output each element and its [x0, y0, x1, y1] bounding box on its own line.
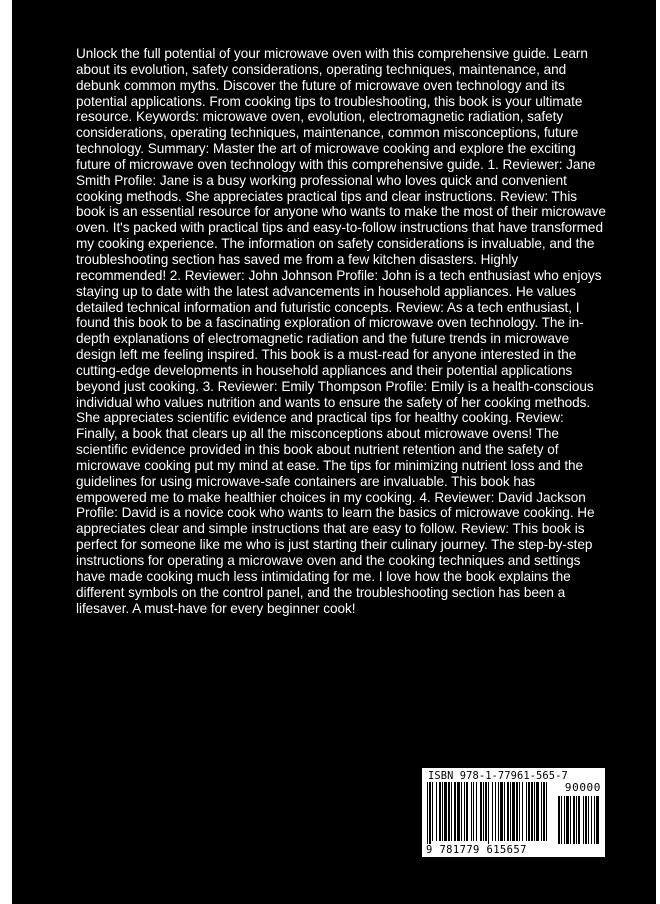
- isbn-barcode: [422, 768, 605, 857]
- barcode-addon-bar: [591, 796, 592, 844]
- barcode-bar: [504, 782, 505, 841]
- barcode-bar: [466, 782, 468, 841]
- barcode-bar: [519, 782, 520, 841]
- barcode-addon-bar: [594, 796, 595, 844]
- barcode-bar: [500, 782, 503, 841]
- barcode-bar: [480, 782, 482, 841]
- barcode-bar: [461, 782, 462, 841]
- barcode-bar: [471, 782, 472, 841]
- barcode-bar: [429, 782, 431, 844]
- barcode-bar: [457, 782, 460, 841]
- back-cover-blurb: Unlock the full potential of your microwave oven with this comprehensive guide. Learn about its evolution, safety considerations, operating techniques, maintenance, and debunk common myths. Discover the future of microwave oven technology and its potential applications. From cooking tips to troubleshooting, this book is your ultimate resource. Keywords: microwave oven, evolution, electromagnetic radiation, safety considerations, operating techniques, maintenance, common misconceptions, future technology. Summary: Master the art of microwave cooking and explore the exciting future of microwave oven technology with this comprehensive guide. 1. Reviewer: Jane Smith Profile: Jane is a busy working professional who loves quick and convenient cooking methods. She appreciates practical tips and clear instructions. Review: This book is an essential resource for anyone who wants to make the most of their microwave oven. It's packed with practical tips and easy-to-follow instructions that have transformed my cooking experience. The information on safety considerations is invaluable, and the troubleshooting section has saved me from a few kitchen disasters. Highly recommended! 2. Reviewer: John Johnson Profile: John is a tech enthusiast who enjoys staying up to date with the latest advancements in household appliances. He values detailed technical information and futuristic concepts. Review: As a tech enthusiast, I found this book to be a fascinating exploration of microwave oven technology. The in-depth explanations of electromagnetic radiation and the future trends in microwave design left me feeling inspired. This book is a must-read for anyone interested in the cutting-edge developments in household appliances and their potential applications beyond just cooking. 3. Reviewer: Emily Thompson Profile: Emily is a health-conscious individual who values nutrition and wants to ensure the safety of her cooking methods. She appreciates scientific evidence and practical tips for healthy cooking. Review: Finally, a book that clears up all the misconceptions about microwave ovens! The scientific evidence provided in this book about nutrient retention and the safety of microwave cooking put my mind at ease. The tips for minimizing nutrient loss and the guidelines for using microwave-safe containers are invaluable. This book has empowered me to make healthier choices in my cooking. 4. Reviewer: David Jackson Profile: David is a novice cook who wants to learn the basics of microwave cooking. He appreciates clear and simple instructions that are easy to follow. Review: This book is perfect for someone like me who is just starting their culinary journey. The step-by-step instructions for operating a microwave oven and the cooking techniques and settings have made cooking much less intimidating for me. I love how the book explains the different symbols on the control panel, and the troubleshooting section has been a lifesaver. A must-have for every beginner cook!: [76, 46, 606, 616]
- barcode-bar: [448, 782, 450, 841]
- barcode-bar: [510, 782, 511, 841]
- barcode-addon-bar: [578, 796, 580, 844]
- barcode-addon-bar: [561, 796, 562, 844]
- barcode-addon-bar: [576, 796, 577, 844]
- barcode-bar: [516, 782, 518, 841]
- barcode-addon-bar: [566, 796, 569, 844]
- barcode-bar: [512, 782, 515, 841]
- barcode-bar: [439, 782, 441, 841]
- barcode-bar: [444, 782, 447, 841]
- barcode-bar: [492, 782, 493, 841]
- barcode-bar: [454, 782, 456, 841]
- barcode-addon-bar: [596, 796, 599, 844]
- barcode-bar: [476, 782, 477, 841]
- barcode-addon-bar: [585, 796, 587, 844]
- barcode-bar: [483, 782, 484, 841]
- barcode-bar: [526, 782, 527, 841]
- barcode-addon-bar: [583, 796, 584, 844]
- barcode-addon-bar: [564, 796, 565, 844]
- barcode-bar: [473, 782, 474, 841]
- barcode-bar: [528, 782, 530, 841]
- barcode-addon-bar: [558, 796, 560, 844]
- barcode-bar: [546, 782, 547, 841]
- barcode-addon-bar: [588, 796, 589, 844]
- isbn-label: ISBN 978-1-77961-565-7: [428, 770, 568, 782]
- barcode-bar: [451, 782, 452, 841]
- barcode-bar: [432, 782, 433, 841]
- barcode-bar: [464, 782, 465, 841]
- barcode-bar: [495, 782, 496, 841]
- barcode-bar: [498, 782, 499, 841]
- barcode-bar: [541, 782, 542, 841]
- barcode-addon-bar: [573, 796, 575, 844]
- barcode-bar: [442, 782, 443, 841]
- barcode-bar: [534, 782, 535, 841]
- barcode-bar: [485, 782, 487, 841]
- barcode-bar: [536, 782, 539, 841]
- barcode-bar: [488, 782, 489, 844]
- barcode-bar: [543, 782, 545, 841]
- price-code: 90000: [564, 781, 601, 794]
- barcode-bar: [436, 782, 437, 841]
- barcode-bar: [427, 782, 428, 844]
- ean-digits: 9 781779 615657: [426, 844, 527, 856]
- barcode-bar: [507, 782, 509, 841]
- barcode-bar: [531, 782, 533, 841]
- barcode-bar: [522, 782, 523, 841]
- barcode-addon-bar: [570, 796, 571, 844]
